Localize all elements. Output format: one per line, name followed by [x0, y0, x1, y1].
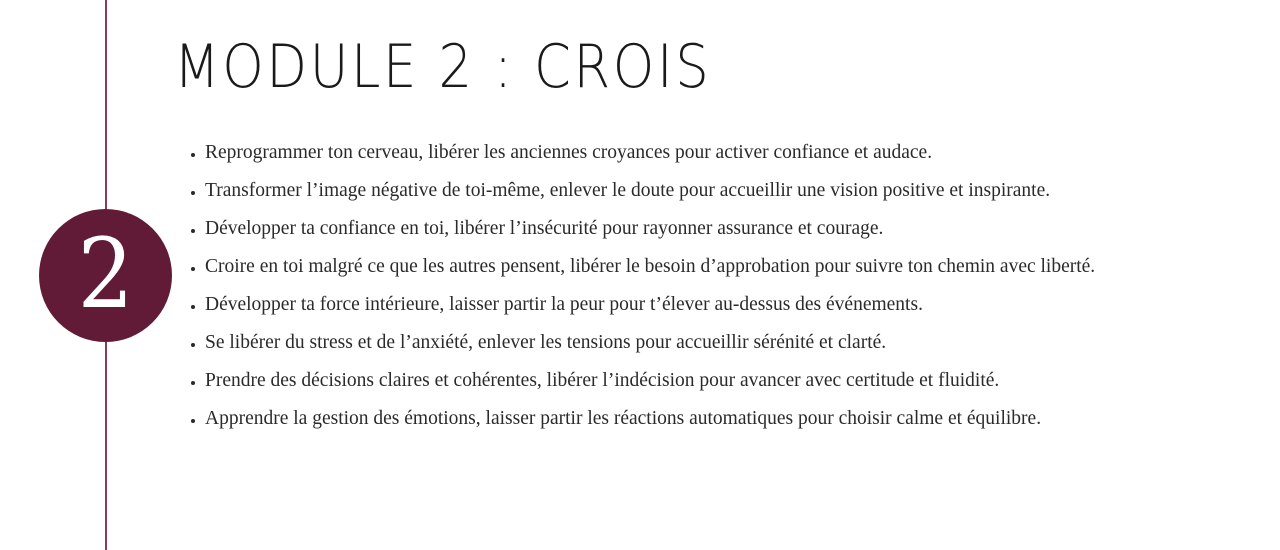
bullet-item: • Apprendre la gestion des émotions, laisser partir les réactions automatiques pour choisir calme et équilibre. — [205, 400, 1275, 438]
bullet-item: • Croire en toi malgré ce que les autres pensent, libérer le besoin d’approbation pour suivre ton chemin avec liberté. — [205, 248, 1275, 286]
module-title: MODULE 2 : CROIS — [174, 32, 712, 102]
bullet-item: • Développer ta force intérieure, laisser partir la peur pour t’élever au-dessus des événements. — [205, 286, 1275, 324]
module-number-badge — [39, 209, 172, 342]
bullet-item: • Prendre des décisions claires et cohérentes, libérer l’indécision pour avancer avec certitude et fluidité. — [205, 362, 1275, 400]
module-bullet-list — [185, 134, 1275, 438]
bullet-item: • Se libérer du stress et de l’anxiété, enlever les tensions pour accueillir sérénité et clarté. — [205, 324, 1275, 362]
bullet-item: • Développer ta confiance en toi, libérer l’insécurité pour rayonner assurance et courage. — [205, 210, 1275, 248]
module-number: 2 — [77, 217, 134, 330]
bullet-item: • Transformer l’image négative de toi-même, enlever le doute pour accueillir une vision positive et inspirante. — [205, 172, 1275, 210]
bullet-item: • Reprogrammer ton cerveau, libérer les anciennes croyances pour activer confiance et audace. — [205, 134, 1275, 172]
